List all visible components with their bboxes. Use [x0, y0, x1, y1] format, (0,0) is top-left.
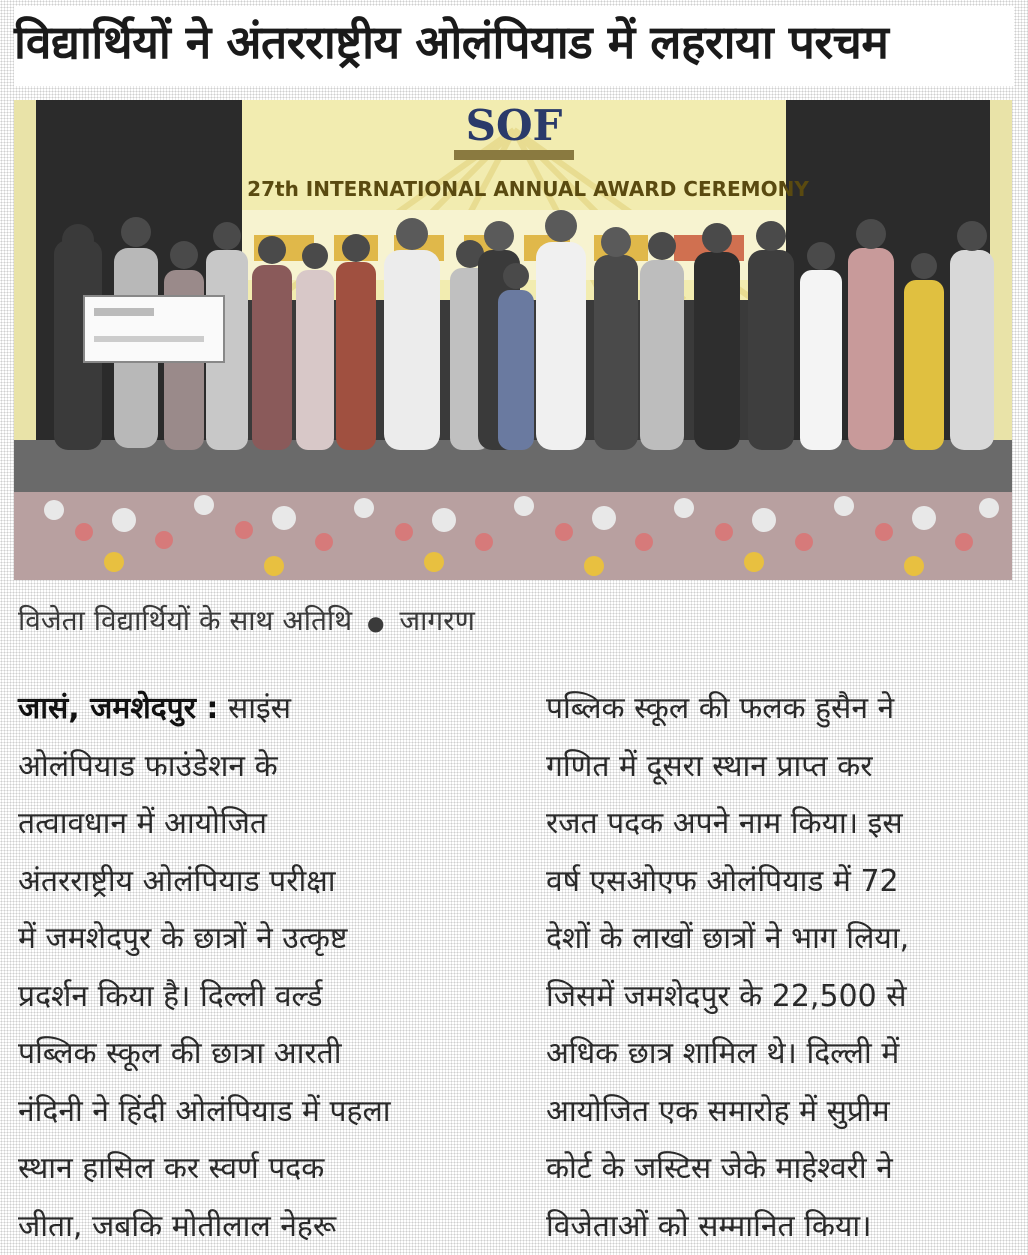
article-line: प्रदर्शन किया है। दिल्ली वर्ल्ड [18, 968, 498, 1026]
article-line: में जमशेदपुर के छात्रों ने उत्कृष्ट [18, 910, 498, 968]
article-line: कोर्ट के जस्टिस जेके माहेश्वरी ने [546, 1140, 1026, 1198]
article-line: ओलंपियाड फाउंडेशन के [18, 738, 498, 796]
prize-cheque [84, 296, 224, 362]
article-column-right [546, 680, 1026, 1255]
award-ceremony-photo [14, 100, 1012, 580]
flower-arrangement [14, 492, 1012, 580]
article-line: रजत पदक अपने नाम किया। इस [546, 795, 1026, 853]
article-line: स्थान हासिल कर स्वर्ण पदक [18, 1140, 498, 1198]
photo-caption [18, 598, 475, 648]
article-line: गणित में दूसरा स्थान प्राप्त कर [546, 738, 1026, 796]
sof-logo: SOF [466, 101, 563, 150]
article-line: जासं, जमशेदपुर : साइंस [18, 680, 498, 738]
article-line: नंदिनी ने हिंदी ओलंपियाड में पहला [18, 1083, 498, 1141]
banner-title: 27th INTERNATIONAL ANNUAL AWARD CEREMONY [247, 177, 809, 201]
article-line: आयोजित एक समारोह में सुप्रीम [546, 1083, 1026, 1141]
article-line: विजेताओं को सम्मानित किया। [546, 1198, 1026, 1255]
article-line: पब्लिक स्कूल की छात्रा आरती [18, 1025, 498, 1083]
article-line: पब्लिक स्कूल की फलक हुसैन ने [546, 680, 1026, 738]
article-line: अधिक छात्र शामिल थे। दिल्ली में [546, 1025, 1026, 1083]
article-line: जिसमें जमशेदपुर के 22,500 से [546, 968, 1026, 1026]
article-line: वर्ष एसओएफ ओलंपियाड में 72 [546, 853, 1026, 911]
dateline: जासं, जमशेदपुर : [18, 691, 218, 726]
article-line: देशों के लाखों छात्रों ने भाग लिया, [546, 910, 1026, 968]
article-line: तत्वावधान में आयोजित [18, 795, 498, 853]
article-line: जीता, जबकि मोतीलाल नेहरू [18, 1198, 498, 1255]
article-line: अंतरराष्ट्रीय ओलंपियाड परीक्षा [18, 853, 498, 911]
photo-credit: जागरण [399, 604, 475, 637]
article-column-left [18, 680, 498, 1255]
caption-text: विजेता विद्यार्थियों के साथ अतिथि [18, 604, 352, 637]
caption-bullet: ● [367, 611, 384, 635]
headline: विद्यार्थियों ने अंतरराष्ट्रीय ओलंपियाड में लहराया परचम [14, 6, 1014, 86]
